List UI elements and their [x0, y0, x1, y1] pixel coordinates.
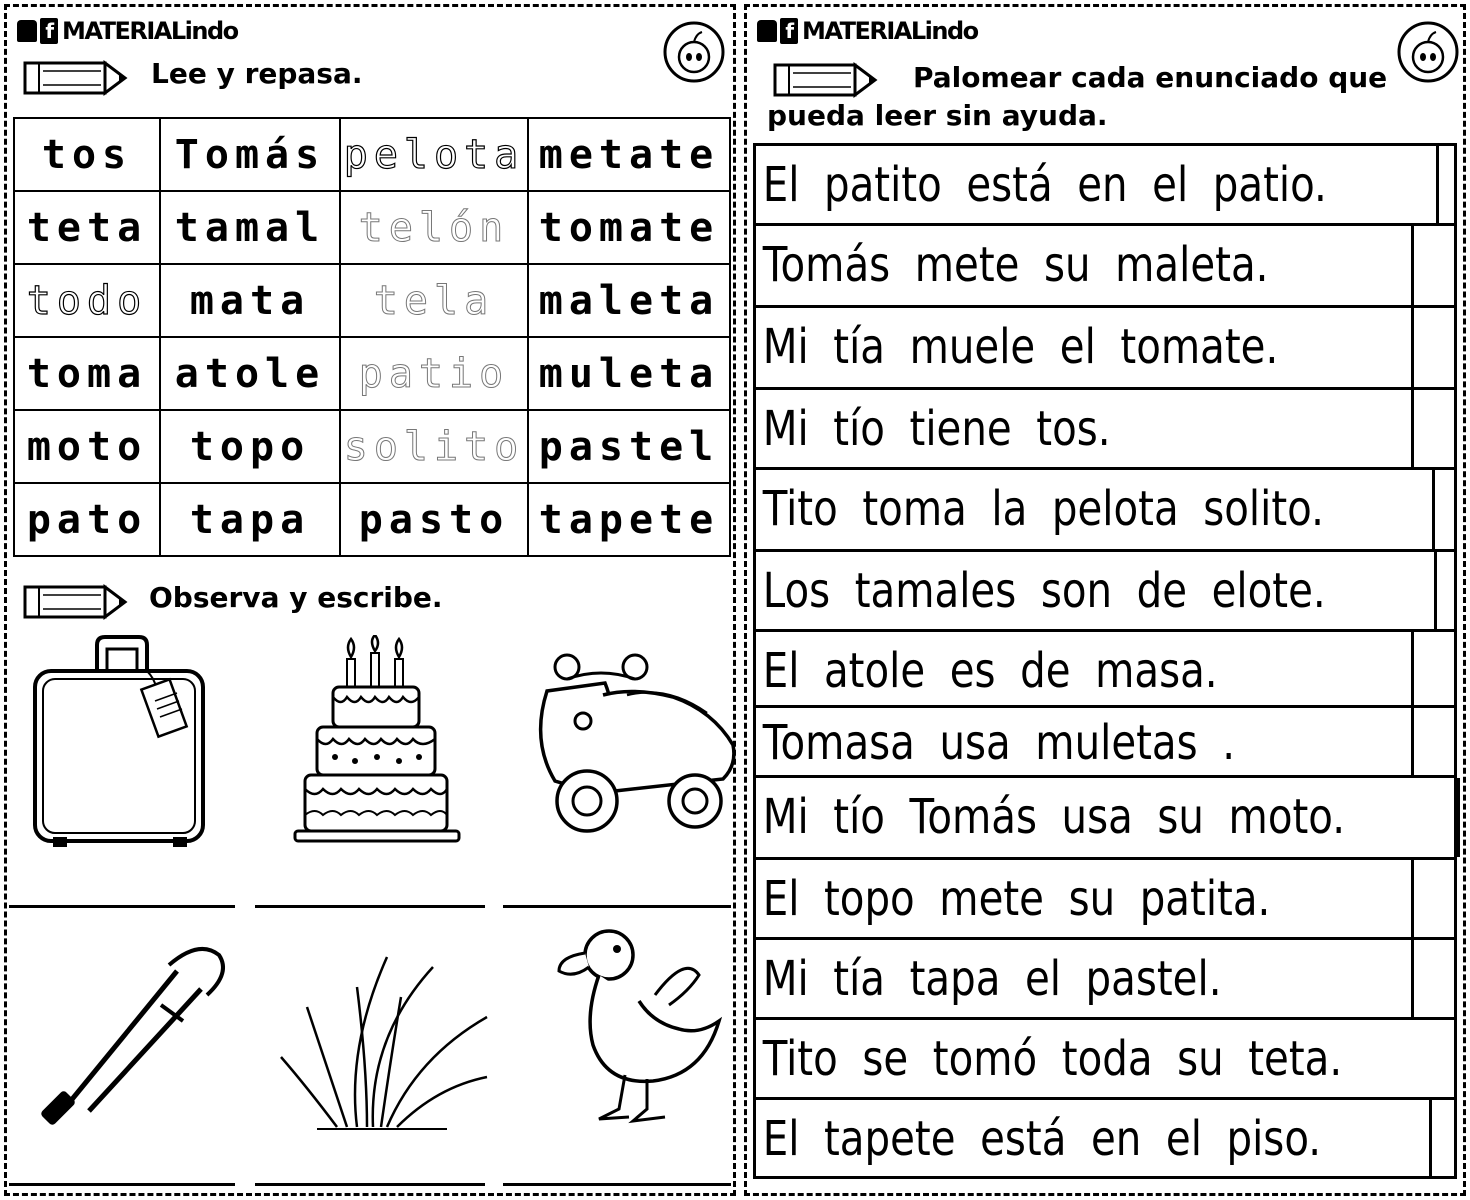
- left-worksheet: [4, 4, 736, 1196]
- word-cell: muleta: [528, 337, 730, 410]
- instruction-line-1: Palomear cada enunciado que: [913, 61, 1388, 94]
- brand-name: MATERIALindo: [802, 17, 978, 45]
- word-cell: telón: [340, 191, 528, 264]
- writing-line: [503, 905, 731, 908]
- word-cell: pato: [14, 483, 160, 556]
- check-box[interactable]: [1432, 470, 1454, 549]
- sentence-row: [753, 937, 1457, 1017]
- sentence-text: Mi tío Tomás usa su moto.: [762, 789, 1346, 845]
- word-cell: teta: [14, 191, 160, 264]
- word-cell: pastel: [528, 410, 730, 483]
- check-box[interactable]: [1457, 778, 1460, 857]
- word-cell: tamal: [160, 191, 340, 264]
- facebook-icon: f: [780, 18, 798, 44]
- writing-line: [9, 905, 235, 908]
- check-box[interactable]: [1411, 308, 1454, 387]
- check-box[interactable]: [1429, 1100, 1454, 1176]
- writing-line: [255, 1183, 485, 1186]
- sentence-row: [753, 1097, 1457, 1179]
- facebook-icon: f: [40, 18, 58, 44]
- check-box[interactable]: [1411, 390, 1454, 467]
- word-cell: metate: [528, 118, 730, 191]
- sentence-row: [753, 387, 1457, 467]
- suitcase-icon: [27, 631, 217, 853]
- word-cell: tos: [14, 118, 160, 191]
- sentence-row: [753, 705, 1457, 775]
- right-worksheet: [744, 4, 1466, 1196]
- sentence-text: Tito toma la pelota solito.: [762, 481, 1324, 537]
- word-cell: solito: [340, 410, 528, 483]
- sentence-row: [753, 857, 1457, 937]
- check-box[interactable]: [1411, 632, 1454, 705]
- writing-line: [503, 1183, 731, 1186]
- thumbs-up-icon: [17, 20, 37, 42]
- grass-icon: [277, 947, 491, 1131]
- sentence-text: El topo mete su patita.: [762, 871, 1271, 927]
- word-cell: topo: [160, 410, 340, 483]
- word-cell: tomate: [528, 191, 730, 264]
- write-instruction: Observa y escribe.: [149, 581, 443, 614]
- word-cell: toma: [14, 337, 160, 410]
- word-cell: tapa: [160, 483, 340, 556]
- brand-logo: [17, 17, 238, 45]
- sentence-text: Tito se tomó toda su teta.: [762, 1031, 1343, 1087]
- word-cell: todo: [14, 264, 160, 337]
- word-cell: Tomás: [160, 118, 340, 191]
- check-box[interactable]: [1411, 860, 1454, 937]
- word-table: [13, 117, 731, 557]
- cake-icon: [289, 635, 465, 847]
- sentence-text: Los tamales son de elote.: [762, 563, 1326, 619]
- duck-icon: [555, 925, 731, 1131]
- word-cell: pelota: [340, 118, 528, 191]
- word-cell: moto: [14, 410, 160, 483]
- scooter-icon: [527, 651, 739, 837]
- crutch-icon: [29, 925, 237, 1135]
- sentence-text: El tapete está en el piso.: [762, 1111, 1322, 1167]
- sentence-row: [753, 305, 1457, 387]
- check-box[interactable]: [1434, 552, 1454, 629]
- sentence-row: [753, 629, 1457, 705]
- sentence-text: Mi tío tiene tos.: [762, 401, 1111, 457]
- read-instruction: Lee y repasa.: [151, 57, 363, 90]
- word-cell: tela: [340, 264, 528, 337]
- sentence-list: [753, 143, 1457, 1179]
- word-cell: tapete: [528, 483, 730, 556]
- brand-logo: [757, 17, 978, 45]
- sentence-row: [753, 143, 1457, 223]
- check-box[interactable]: [1436, 146, 1454, 223]
- pencil-icon: [21, 59, 131, 97]
- brand-name: MATERIALindo: [62, 17, 238, 45]
- check-box[interactable]: [1411, 708, 1454, 775]
- sentence-row: [753, 775, 1457, 857]
- sentence-text: Mi tía tapa el pastel.: [762, 951, 1222, 1007]
- sentence-text: Mi tía muele el tomate.: [762, 319, 1279, 375]
- check-box[interactable]: [1411, 940, 1454, 1017]
- thumbs-up-icon: [757, 20, 777, 42]
- check-box[interactable]: [1454, 1020, 1457, 1097]
- word-cell: patio: [340, 337, 528, 410]
- sentence-row: [753, 223, 1457, 305]
- check-box[interactable]: [1411, 226, 1454, 305]
- instruction-line-2: pueda leer sin ayuda.: [767, 99, 1108, 132]
- word-cell: mata: [160, 264, 340, 337]
- sentence-row: [753, 1017, 1457, 1097]
- writing-line: [255, 905, 485, 908]
- pencil-icon: [771, 61, 881, 99]
- apple-seal-icon: [663, 21, 725, 83]
- word-cell: maleta: [528, 264, 730, 337]
- sentence-row: [753, 549, 1457, 629]
- writing-line: [9, 1183, 235, 1186]
- sentence-text: El atole es de masa.: [762, 643, 1218, 699]
- sentence-row: [753, 467, 1457, 549]
- pencil-icon: [21, 583, 131, 621]
- sentence-text: Tomás mete su maleta.: [762, 237, 1269, 293]
- word-cell: atole: [160, 337, 340, 410]
- sentence-text: El patito está en el patio.: [762, 157, 1327, 213]
- apple-seal-icon: [1397, 21, 1459, 83]
- sentence-text: Tomasa usa muletas .: [762, 715, 1236, 771]
- word-cell: pasto: [340, 483, 528, 556]
